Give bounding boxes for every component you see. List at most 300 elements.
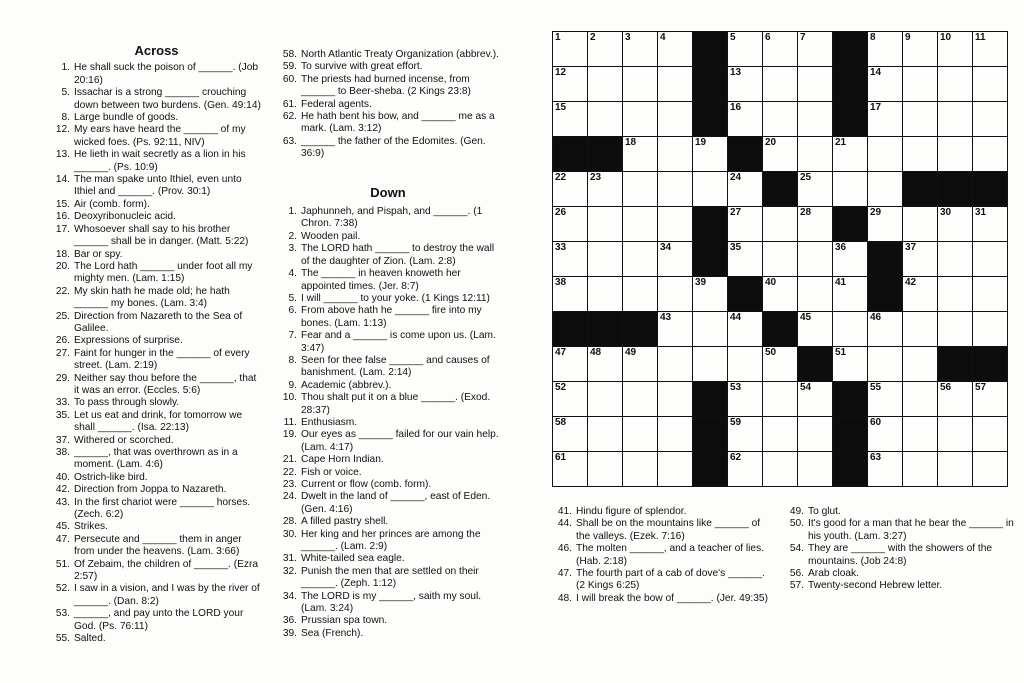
clue-text: Deoxyribonucleic acid. bbox=[74, 211, 176, 223]
cell-number: 46 bbox=[870, 312, 882, 323]
grid-cell[interactable] bbox=[938, 102, 973, 137]
grid-cell[interactable] bbox=[938, 382, 973, 417]
grid-black-square bbox=[833, 67, 868, 102]
grid-cell[interactable] bbox=[658, 417, 693, 452]
grid-cell[interactable] bbox=[553, 382, 588, 417]
clue-number: 39. bbox=[282, 627, 297, 639]
clue-item bbox=[552, 506, 774, 518]
grid-cell[interactable] bbox=[903, 67, 938, 102]
grid-black-square bbox=[938, 347, 973, 382]
cell-number: 1 bbox=[555, 32, 561, 43]
cell-number: 51 bbox=[835, 347, 847, 358]
clue-item bbox=[50, 87, 263, 112]
cell-number: 34 bbox=[660, 242, 672, 253]
clue-item bbox=[784, 518, 1014, 543]
grid-cell[interactable] bbox=[973, 382, 1008, 417]
cell-number: 11 bbox=[975, 32, 986, 43]
grid-cell[interactable] bbox=[623, 102, 658, 137]
cell-number: 56 bbox=[940, 382, 952, 393]
grid-cell[interactable] bbox=[938, 452, 973, 487]
grid-cell[interactable] bbox=[868, 32, 903, 67]
grid-cell[interactable] bbox=[903, 347, 938, 382]
grid-cell[interactable] bbox=[868, 382, 903, 417]
clue-text: Salted. bbox=[74, 633, 106, 645]
clue-text: Dwelt in the land of ______, east of Eden. (Gen. 4:16) bbox=[301, 491, 491, 515]
grid-cell[interactable] bbox=[623, 417, 658, 452]
crossword-grid bbox=[552, 31, 1008, 487]
clue-number: 22. bbox=[282, 466, 297, 478]
grid-cell[interactable] bbox=[658, 347, 693, 382]
clue-text: Of Zebaim, the children of ______. (Ezra 2:57) bbox=[74, 558, 259, 583]
grid-cell[interactable] bbox=[868, 172, 903, 207]
clue-text: The fourth part of a cab of dove's ______. (2 Kings 6:25) bbox=[576, 568, 765, 592]
grid-row bbox=[553, 382, 1008, 417]
clue-text: Persecute and ______ them in anger from under the heavens. (Lam. 3:66) bbox=[74, 533, 242, 558]
grid-cell[interactable] bbox=[903, 312, 938, 347]
clue-item bbox=[277, 566, 499, 591]
grid-cell[interactable] bbox=[938, 32, 973, 67]
grid-black-square bbox=[588, 312, 623, 347]
clue-number: 25. bbox=[55, 310, 70, 322]
grid-cell[interactable] bbox=[903, 137, 938, 172]
clue-text: Direction from Joppa to Nazareth. bbox=[74, 484, 227, 496]
grid-cell[interactable] bbox=[903, 382, 938, 417]
clue-item bbox=[784, 506, 1014, 518]
grid-cell[interactable] bbox=[658, 67, 693, 102]
grid-cell[interactable] bbox=[588, 172, 623, 207]
grid-cell[interactable] bbox=[588, 242, 623, 277]
grid-cell[interactable] bbox=[728, 102, 763, 137]
grid-black-square bbox=[833, 102, 868, 137]
grid-cell[interactable] bbox=[728, 207, 763, 242]
grid-cell[interactable] bbox=[553, 172, 588, 207]
clue-item bbox=[277, 392, 499, 417]
grid-black-square bbox=[693, 382, 728, 417]
cell-number: 59 bbox=[730, 417, 742, 428]
grid-cell[interactable] bbox=[658, 32, 693, 67]
clue-number: 9. bbox=[288, 379, 297, 391]
clue-number: 57. bbox=[789, 580, 804, 592]
clue-number: 17. bbox=[55, 223, 70, 235]
grid-cell[interactable] bbox=[938, 417, 973, 452]
clue-number: 45. bbox=[55, 521, 70, 533]
clue-item bbox=[277, 305, 499, 330]
grid-cell[interactable] bbox=[973, 242, 1008, 277]
cell-number: 30 bbox=[940, 207, 952, 218]
grid-cell[interactable] bbox=[868, 347, 903, 382]
clue-item bbox=[277, 380, 499, 392]
grid-cell[interactable] bbox=[868, 102, 903, 137]
across-clue-list bbox=[50, 62, 263, 645]
clue-item bbox=[277, 99, 499, 111]
grid-cell[interactable] bbox=[868, 137, 903, 172]
clue-text: Neither say thou before the ______, that it was an error. (Eccles. 5:6) bbox=[74, 372, 257, 396]
clue-number: 7. bbox=[288, 330, 297, 342]
grid-cell[interactable] bbox=[798, 137, 833, 172]
grid-cell[interactable] bbox=[798, 382, 833, 417]
clue-text: Her king and her princes are among the ______. (Lam. 2:9) bbox=[301, 528, 481, 553]
grid-cell[interactable] bbox=[763, 452, 798, 487]
grid-cell[interactable] bbox=[763, 417, 798, 452]
clue-text: Enthusiasm. bbox=[301, 416, 358, 428]
grid-cell[interactable] bbox=[973, 102, 1008, 137]
cell-number: 63 bbox=[870, 452, 882, 463]
clue-text: The molten ______, and a teacher of lies. (Hab. 2:18) bbox=[576, 543, 765, 567]
cell-number: 47 bbox=[555, 347, 567, 358]
grid-cell[interactable] bbox=[658, 312, 693, 347]
grid-cell[interactable] bbox=[553, 417, 588, 452]
clue-number: 10. bbox=[282, 392, 297, 404]
grid-row bbox=[553, 67, 1008, 102]
grid-cell[interactable] bbox=[798, 452, 833, 487]
clue-number: 24. bbox=[282, 491, 297, 503]
grid-cell[interactable] bbox=[833, 242, 868, 277]
grid-cell[interactable] bbox=[623, 382, 658, 417]
grid-cell[interactable] bbox=[728, 452, 763, 487]
grid-cell[interactable] bbox=[658, 452, 693, 487]
clue-text: I will ______ to your yoke. (1 Kings 12:11) bbox=[301, 292, 490, 304]
clue-text: He shall suck the poison of ______. (Job 20:16) bbox=[74, 62, 259, 86]
grid-cell[interactable] bbox=[588, 417, 623, 452]
clue-item bbox=[277, 111, 499, 136]
clue-item bbox=[50, 410, 263, 435]
grid-cell[interactable] bbox=[833, 137, 868, 172]
grid-cell[interactable] bbox=[938, 277, 973, 312]
grid-cell[interactable] bbox=[588, 382, 623, 417]
grid-cell[interactable] bbox=[973, 417, 1008, 452]
clue-text: My ears have heard the ______ of my wicked foes. (Ps. 92:11, NIV) bbox=[74, 124, 246, 148]
clue-text: Our eyes as ______ failed for our vain help. (Lam. 4:17) bbox=[301, 429, 499, 453]
grid-cell[interactable] bbox=[763, 207, 798, 242]
grid-cell[interactable] bbox=[693, 172, 728, 207]
grid-cell[interactable] bbox=[938, 137, 973, 172]
grid-cell[interactable] bbox=[973, 137, 1008, 172]
clue-item bbox=[277, 243, 499, 268]
clue-number: 12. bbox=[55, 124, 70, 136]
cell-number: 7 bbox=[800, 32, 806, 43]
grid-cell[interactable] bbox=[763, 137, 798, 172]
clue-text: To survive with great effort. bbox=[301, 61, 423, 73]
clue-text: Thou shalt put it on a blue ______. (Exod. 28:37) bbox=[301, 392, 491, 416]
clue-item bbox=[277, 429, 499, 454]
cell-number: 43 bbox=[660, 312, 672, 323]
clue-number: 60. bbox=[282, 73, 297, 85]
down-clue-list bbox=[277, 206, 499, 640]
clue-item bbox=[277, 330, 499, 355]
cell-number: 38 bbox=[555, 277, 567, 288]
clue-text: Japhunneh, and Pispah, and ______. (1 Chron. 7:38) bbox=[301, 206, 483, 230]
grid-cell[interactable] bbox=[728, 67, 763, 102]
clue-number: 4. bbox=[288, 268, 297, 280]
grid-cell[interactable] bbox=[973, 67, 1008, 102]
clue-text: ______, and pay unto the LORD your God. (Ps. 76:11) bbox=[74, 608, 244, 632]
clue-text: Hindu figure of splendor. bbox=[576, 506, 687, 517]
grid-cell[interactable] bbox=[728, 417, 763, 452]
grid-black-square bbox=[763, 312, 798, 347]
clue-item bbox=[50, 608, 263, 633]
grid-cell[interactable] bbox=[868, 207, 903, 242]
cell-number: 44 bbox=[730, 312, 742, 323]
clue-number: 59. bbox=[282, 61, 297, 73]
grid-black-square bbox=[693, 207, 728, 242]
clue-number: 61. bbox=[282, 98, 297, 110]
grid-cell[interactable] bbox=[798, 417, 833, 452]
grid-cell[interactable] bbox=[868, 452, 903, 487]
clue-text: Let us eat and drink, for tomorrow we shall ______. (Isa. 22:13) bbox=[74, 409, 243, 434]
grid-cell[interactable] bbox=[553, 67, 588, 102]
grid-cell[interactable] bbox=[903, 452, 938, 487]
grid-cell[interactable] bbox=[973, 312, 1008, 347]
grid-cell[interactable] bbox=[833, 312, 868, 347]
clue-text: My skin hath he made old; he hath ______ my bones. (Lam. 3:4) bbox=[74, 285, 230, 310]
clue-number: 48. bbox=[557, 592, 572, 604]
cell-number: 5 bbox=[730, 32, 736, 43]
grid-cell[interactable] bbox=[833, 172, 868, 207]
down-column-continued-1 bbox=[552, 506, 774, 605]
grid-cell[interactable] bbox=[903, 102, 938, 137]
clue-item bbox=[50, 583, 263, 608]
grid-cell[interactable] bbox=[553, 347, 588, 382]
clue-item bbox=[50, 534, 263, 559]
grid-cell[interactable] bbox=[588, 452, 623, 487]
grid-cell[interactable] bbox=[868, 67, 903, 102]
cell-number: 15 bbox=[555, 102, 567, 113]
clue-text: The ______ in heaven knoweth her appointed times. (Jer. 8:7) bbox=[301, 268, 461, 292]
grid-cell[interactable] bbox=[693, 347, 728, 382]
grid-cell[interactable] bbox=[588, 207, 623, 242]
grid-black-square bbox=[693, 102, 728, 137]
clue-text: Prussian spa town. bbox=[301, 615, 388, 627]
clue-number: 58. bbox=[282, 49, 297, 60]
clue-item bbox=[50, 261, 263, 286]
grid-cell[interactable] bbox=[623, 277, 658, 312]
clue-number: 5. bbox=[288, 292, 297, 304]
grid-cell[interactable] bbox=[658, 102, 693, 137]
grid-cell[interactable] bbox=[938, 207, 973, 242]
grid-black-square bbox=[693, 452, 728, 487]
clue-text: Academic (abbrev.). bbox=[301, 379, 392, 391]
grid-cell[interactable] bbox=[658, 242, 693, 277]
cell-number: 8 bbox=[870, 32, 876, 43]
grid-cell[interactable] bbox=[833, 347, 868, 382]
clue-text: He lieth in wait secretly as a lion in his ______. (Ps. 10:9) bbox=[74, 149, 246, 173]
cell-number: 60 bbox=[870, 417, 882, 428]
grid-cell[interactable] bbox=[588, 67, 623, 102]
grid-cell[interactable] bbox=[693, 137, 728, 172]
clue-item bbox=[50, 435, 263, 447]
clue-number: 15. bbox=[55, 198, 70, 210]
grid-black-square bbox=[693, 242, 728, 277]
cell-number: 57 bbox=[975, 382, 987, 393]
clue-item bbox=[277, 231, 499, 243]
grid-cell[interactable] bbox=[658, 137, 693, 172]
cell-number: 26 bbox=[555, 207, 567, 218]
clue-text: Federal agents. bbox=[301, 98, 372, 110]
grid-cell[interactable] bbox=[763, 242, 798, 277]
clue-text: Wooden pail. bbox=[301, 230, 361, 242]
grid-cell[interactable] bbox=[798, 312, 833, 347]
grid-cell[interactable] bbox=[728, 382, 763, 417]
clue-number: 40. bbox=[55, 471, 70, 483]
clue-item bbox=[50, 149, 263, 174]
cell-number: 22 bbox=[555, 172, 567, 183]
grid-cell[interactable] bbox=[693, 277, 728, 312]
grid-cell[interactable] bbox=[588, 347, 623, 382]
grid-cell[interactable] bbox=[693, 312, 728, 347]
grid-cell[interactable] bbox=[658, 172, 693, 207]
clue-number: 32. bbox=[282, 565, 297, 577]
grid-cell[interactable] bbox=[623, 67, 658, 102]
clue-item bbox=[784, 568, 1014, 580]
grid-cell[interactable] bbox=[973, 32, 1008, 67]
grid-cell[interactable] bbox=[763, 67, 798, 102]
grid-cell[interactable] bbox=[763, 102, 798, 137]
grid-cell[interactable] bbox=[553, 102, 588, 137]
grid-cell[interactable] bbox=[903, 277, 938, 312]
grid-cell[interactable] bbox=[623, 172, 658, 207]
grid-cell[interactable] bbox=[553, 207, 588, 242]
grid-cell[interactable] bbox=[868, 417, 903, 452]
clue-number: 49. bbox=[789, 506, 804, 517]
clue-text: Twenty-second Hebrew letter. bbox=[808, 580, 943, 592]
clue-text: Cape Horn Indian. bbox=[301, 454, 384, 466]
grid-cell[interactable] bbox=[798, 242, 833, 277]
grid-cell[interactable] bbox=[588, 277, 623, 312]
grid-black-square bbox=[623, 312, 658, 347]
grid-cell[interactable] bbox=[798, 67, 833, 102]
grid-cell[interactable] bbox=[553, 32, 588, 67]
grid-row bbox=[553, 172, 1008, 207]
grid-cell[interactable] bbox=[728, 312, 763, 347]
grid-cell[interactable] bbox=[553, 242, 588, 277]
clue-number: 28. bbox=[282, 516, 297, 528]
clue-text: Large bundle of goods. bbox=[74, 112, 179, 124]
grid-cell[interactable] bbox=[903, 242, 938, 277]
grid-row bbox=[553, 347, 1008, 382]
clue-number: 26. bbox=[55, 335, 70, 347]
cell-number: 29 bbox=[870, 207, 882, 218]
cell-number: 31 bbox=[975, 207, 987, 218]
clue-number: 31. bbox=[282, 553, 297, 565]
grid-black-square bbox=[868, 242, 903, 277]
cell-number: 9 bbox=[905, 32, 911, 43]
down-column-continued-2 bbox=[784, 506, 1014, 593]
grid-cell[interactable] bbox=[623, 137, 658, 172]
grid-cell[interactable] bbox=[798, 32, 833, 67]
down-clue-list-continued-2 bbox=[784, 506, 1014, 593]
grid-cell[interactable] bbox=[833, 277, 868, 312]
grid-cell[interactable] bbox=[798, 207, 833, 242]
grid-black-square bbox=[973, 347, 1008, 382]
grid-cell[interactable] bbox=[763, 32, 798, 67]
clue-item bbox=[277, 516, 499, 528]
grid-cell[interactable] bbox=[938, 312, 973, 347]
grid-cell[interactable] bbox=[763, 347, 798, 382]
grid-black-square bbox=[693, 32, 728, 67]
grid-cell[interactable] bbox=[728, 242, 763, 277]
clue-text: They are ______ with the showers of the mountains. (Job 24:8) bbox=[808, 543, 993, 567]
clue-item bbox=[50, 447, 263, 472]
clue-number: 33. bbox=[55, 397, 70, 409]
clue-item bbox=[50, 633, 263, 645]
grid-row bbox=[553, 242, 1008, 277]
clue-text: The man spake unto Ithiel, even unto Ithiel and ______. (Prov. 30:1) bbox=[74, 174, 242, 198]
grid-cell[interactable] bbox=[938, 67, 973, 102]
clue-item bbox=[552, 593, 774, 605]
grid-cell[interactable] bbox=[553, 277, 588, 312]
clue-item bbox=[50, 521, 263, 533]
grid-cell[interactable] bbox=[623, 242, 658, 277]
cell-number: 27 bbox=[730, 207, 742, 218]
grid-cell[interactable] bbox=[623, 32, 658, 67]
grid-cell[interactable] bbox=[623, 207, 658, 242]
cell-number: 58 bbox=[555, 417, 567, 428]
grid-cell[interactable] bbox=[553, 452, 588, 487]
clue-text: ______, that was overthrown as in a moment. (Lam. 4:6) bbox=[74, 447, 238, 471]
grid-cell[interactable] bbox=[763, 382, 798, 417]
grid-cell[interactable] bbox=[973, 452, 1008, 487]
grid-cell[interactable] bbox=[903, 207, 938, 242]
clue-item bbox=[277, 467, 499, 479]
grid-row bbox=[553, 277, 1008, 312]
clue-text: To glut. bbox=[808, 506, 841, 517]
grid-cell[interactable] bbox=[623, 347, 658, 382]
grid-cell[interactable] bbox=[728, 172, 763, 207]
grid-cell[interactable] bbox=[903, 417, 938, 452]
clue-item bbox=[277, 61, 499, 73]
clue-number: 51. bbox=[55, 558, 70, 570]
clue-number: 43. bbox=[55, 496, 70, 508]
grid-cell[interactable] bbox=[938, 242, 973, 277]
clue-text: Issachar is a strong ______ crouching down between two burdens. (Gen. 49:14) bbox=[74, 87, 261, 111]
grid-cell[interactable] bbox=[588, 102, 623, 137]
grid-row bbox=[553, 207, 1008, 242]
grid-cell[interactable] bbox=[623, 452, 658, 487]
clue-item bbox=[277, 74, 499, 99]
grid-black-square bbox=[693, 417, 728, 452]
grid-cell[interactable] bbox=[868, 312, 903, 347]
cell-number: 62 bbox=[730, 452, 742, 463]
grid-cell[interactable] bbox=[973, 207, 1008, 242]
clue-item bbox=[784, 580, 1014, 592]
clue-number: 52. bbox=[55, 583, 70, 595]
grid-cell[interactable] bbox=[798, 102, 833, 137]
grid-cell[interactable] bbox=[798, 277, 833, 312]
grid-cell[interactable] bbox=[658, 382, 693, 417]
cell-number: 45 bbox=[800, 312, 812, 323]
clue-number: 55. bbox=[55, 633, 70, 645]
grid-black-square bbox=[833, 32, 868, 67]
grid-cell[interactable] bbox=[588, 32, 623, 67]
cell-number: 36 bbox=[835, 242, 847, 253]
grid-cell[interactable] bbox=[658, 207, 693, 242]
clue-text: From above hath he ______ fire into my bones. (Lam. 1:13) bbox=[301, 305, 482, 329]
grid-cell[interactable] bbox=[728, 32, 763, 67]
cell-number: 53 bbox=[730, 382, 742, 393]
grid-cell[interactable] bbox=[798, 172, 833, 207]
grid-cell[interactable] bbox=[728, 347, 763, 382]
grid-cell[interactable] bbox=[903, 32, 938, 67]
grid-black-square bbox=[693, 67, 728, 102]
clue-item bbox=[784, 543, 1014, 568]
grid-cell[interactable] bbox=[658, 277, 693, 312]
grid-cell[interactable] bbox=[973, 277, 1008, 312]
cell-number: 48 bbox=[590, 347, 602, 358]
cell-number: 14 bbox=[870, 67, 882, 78]
across-column bbox=[50, 45, 263, 646]
grid-black-square bbox=[938, 172, 973, 207]
grid-cell[interactable] bbox=[763, 277, 798, 312]
